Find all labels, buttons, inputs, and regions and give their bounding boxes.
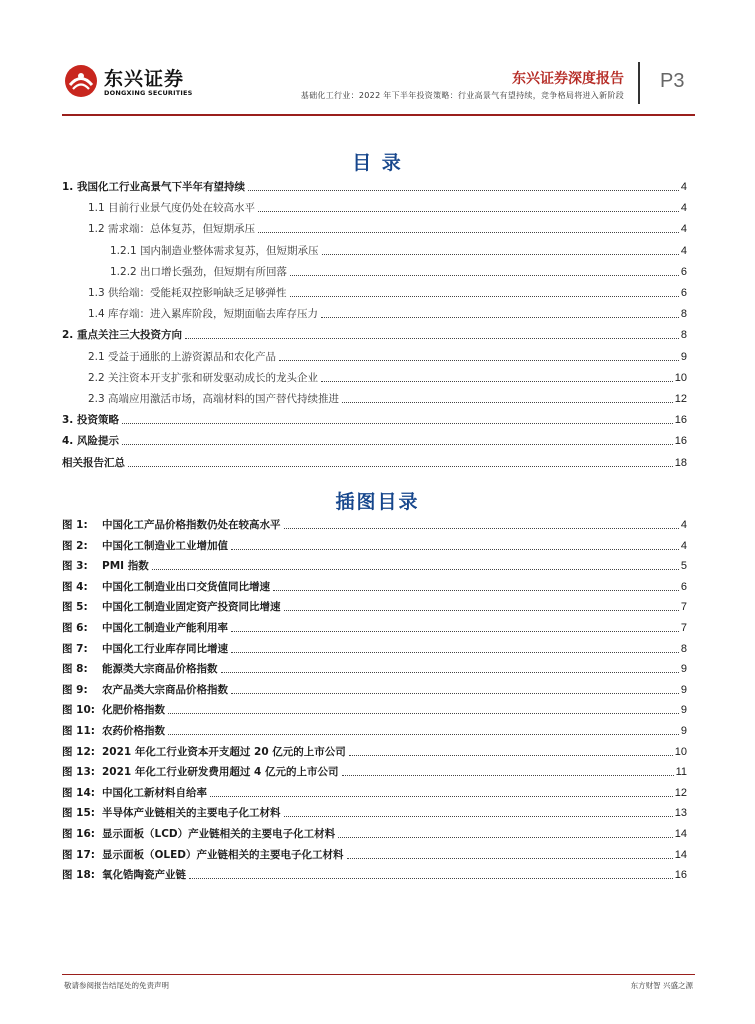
toc-entry-page: 8 <box>680 308 687 321</box>
figure-leader-dots <box>338 836 673 838</box>
toc-leader-dots <box>122 443 673 445</box>
toc-entry-page: 16 <box>674 414 687 427</box>
toc-entry-page: 4 <box>680 244 687 257</box>
toc-entry[interactable] <box>62 178 687 194</box>
figure-entry-text: 农药价格指数 <box>102 725 165 737</box>
figure-leader-dots <box>231 692 679 694</box>
figure-entry-label: 图 5: <box>62 601 88 614</box>
figure-entry-text: 中国化工行业库存同比增速 <box>102 642 228 655</box>
toc-entry-page: 12 <box>674 393 687 405</box>
figure-entry-page: 7 <box>680 601 687 614</box>
figure-entry-page: 8 <box>680 642 687 655</box>
toc-entry[interactable] <box>62 199 687 215</box>
figure-entry-page: 6 <box>680 580 687 593</box>
figure-leader-dots <box>342 774 674 776</box>
toc-entry[interactable] <box>62 454 687 470</box>
toc-entry[interactable] <box>62 348 687 364</box>
figure-entry-label: 图 8: <box>62 663 88 676</box>
figure-entry[interactable] <box>62 557 687 573</box>
figure-entry-text: 显示面板（LCD）产业链相关的主要电子化工材料 <box>102 828 336 840</box>
figure-leader-dots <box>284 527 679 529</box>
figure-entry-page: 12 <box>674 786 687 799</box>
toc-leader-dots <box>321 316 679 318</box>
toc-entry-text: 2.3 高端应用激活市场，高端材料的国产替代持续推进 <box>88 393 340 405</box>
figure-leader-dots <box>284 609 679 611</box>
figure-leader-dots <box>168 712 679 714</box>
figure-entry-page: 4 <box>680 539 687 552</box>
figure-entry-text: 中国化工新材料自给率 <box>102 786 207 799</box>
toc-entry-page: 10 <box>674 371 687 384</box>
figure-entry[interactable] <box>62 516 687 532</box>
figure-entry[interactable] <box>62 681 687 697</box>
figure-entry-text: 氧化锆陶瓷产业链 <box>102 869 186 882</box>
toc-entry[interactable] <box>62 411 687 427</box>
figure-entry-text: 中国化工制造业出口交货值同比增速 <box>102 580 270 593</box>
header-separator <box>638 62 640 104</box>
figure-entry-label: 图 7: <box>62 642 88 655</box>
toc-entry[interactable] <box>62 242 687 258</box>
figure-entry-page: 9 <box>680 704 687 717</box>
page-header <box>0 0 755 120</box>
figure-entry[interactable] <box>62 640 687 656</box>
toc-entry[interactable] <box>62 326 687 342</box>
toc-entry-text: 1.1 目前行业景气度仍处在较高水平 <box>88 202 256 215</box>
figure-entry[interactable] <box>62 598 687 614</box>
toc-entry[interactable] <box>62 284 687 300</box>
figure-entry-text: 显示面板（OLED）产业链相关的主要电子化工材料 <box>102 848 344 861</box>
figure-entry-text: PMI 指数 <box>102 560 149 573</box>
toc-leader-dots <box>122 422 673 424</box>
figure-entry[interactable] <box>62 578 687 594</box>
figure-entry-label: 图 16: <box>62 828 95 840</box>
toc-entry-page: 18 <box>674 456 687 469</box>
toc-entry-text: 2.1 受益于通胀的上游资源品和农化产品 <box>88 350 277 363</box>
figure-entry-page: 14 <box>674 828 687 840</box>
logo-chinese-name: 东兴证券 <box>104 68 185 90</box>
figure-entry[interactable] <box>62 846 687 862</box>
dongxing-logo-icon <box>64 64 98 98</box>
toc-entry-text: 2. 重点关注三大投资方向 <box>62 329 182 342</box>
figure-leader-dots <box>284 815 673 817</box>
toc-entry[interactable] <box>62 390 687 406</box>
toc-entry-page: 6 <box>680 265 687 278</box>
toc-title: 目 录 <box>352 152 403 174</box>
figure-entry[interactable] <box>62 701 687 717</box>
footer-disclaimer: 敬请参阅报告结尾处的免责声明 <box>64 981 169 990</box>
toc-entry-text: 2.2 关注资本开支扩张和研发驱动成长的龙头企业 <box>88 371 319 384</box>
figure-entry[interactable] <box>62 619 687 635</box>
figure-entry-text: 中国化工制造业工业增加值 <box>102 539 228 552</box>
figure-entry-page: 11 <box>675 766 687 779</box>
figure-leader-dots <box>168 733 679 735</box>
toc-entry-text: 1.4 库存端：进入累库阶段，短期面临去库存压力 <box>88 308 319 321</box>
figure-leader-dots <box>152 568 679 570</box>
figure-entry-text: 半导体产业链相关的主要电子化工材料 <box>102 807 281 820</box>
toc-entry-text: 1.2 需求端：总体复苏，但短期承压 <box>88 223 256 236</box>
figure-leader-dots <box>273 589 679 591</box>
toc-leader-dots <box>322 253 679 255</box>
figure-entry[interactable] <box>62 743 687 759</box>
toc-leader-dots <box>321 380 673 382</box>
toc-entry-text: 相关报告汇总 <box>62 456 125 469</box>
toc-leader-dots <box>279 359 679 361</box>
toc-entry-page: 6 <box>680 287 687 299</box>
figure-leader-dots <box>347 857 673 859</box>
toc-leader-dots <box>258 210 679 212</box>
company-logo <box>64 62 234 102</box>
toc-leader-dots <box>258 231 679 233</box>
figure-entry-text: 化肥价格指数 <box>102 704 165 717</box>
figure-entry[interactable] <box>62 804 687 820</box>
toc-entry[interactable] <box>62 263 687 279</box>
toc-entry[interactable] <box>62 432 687 448</box>
figure-entry-page: 14 <box>674 848 687 861</box>
figure-list-title: 插图目录 <box>335 491 420 513</box>
toc-entry-page: 4 <box>680 181 687 193</box>
toc-entry-text: 4. 风险提示 <box>62 435 119 448</box>
figure-entry-label: 图 11: <box>62 725 95 737</box>
figure-leader-dots <box>210 795 673 797</box>
figure-entry-page: 16 <box>674 869 687 882</box>
figure-entry-label: 图 14: <box>62 786 95 799</box>
figure-entry[interactable] <box>62 866 687 882</box>
toc-leader-dots <box>290 295 679 297</box>
figure-leader-dots <box>221 671 679 673</box>
toc-entry-page: 8 <box>680 329 687 342</box>
toc-entry-page: 4 <box>680 202 687 215</box>
figure-entry-label: 图 13: <box>62 766 95 779</box>
figure-entry-page: 9 <box>680 663 687 676</box>
figure-entry-page: 9 <box>680 725 687 737</box>
toc-entry-page: 16 <box>674 435 687 448</box>
figure-entry-text: 中国化工产品价格指数仍处在较高水平 <box>102 519 281 531</box>
toc-entry-text: 1. 我国化工行业高景气下半年有望持续 <box>62 181 245 193</box>
footer-rule <box>62 974 695 975</box>
toc-entry-text: 1.3 供给端：受能耗双控影响缺乏足够弹性 <box>88 287 287 299</box>
figure-entry-label: 图 15: <box>62 807 95 820</box>
figure-entry-text: 中国化工制造业产能利用率 <box>102 622 228 634</box>
figure-entry-page: 4 <box>680 519 687 531</box>
figure-entry[interactable] <box>62 722 687 738</box>
figure-entry-label: 图 9: <box>62 683 88 696</box>
figure-entry-page: 10 <box>674 745 687 758</box>
toc-entry[interactable] <box>62 220 687 236</box>
figure-entry-text: 能源类大宗商品价格指数 <box>102 663 218 676</box>
page-number: P3 <box>660 70 685 92</box>
toc-leader-dots <box>342 401 673 403</box>
figure-leader-dots <box>231 630 679 632</box>
figure-entry-page: 5 <box>680 560 687 573</box>
toc-leader-dots <box>290 274 679 276</box>
toc-entry-text: 1.2.1 国内制造业整体需求复苏，但短期承压 <box>110 244 319 257</box>
figure-entry-label: 图 12: <box>62 745 95 758</box>
figure-entry-text: 2021 年化工行业资本开支超过 20 亿元的上市公司 <box>102 745 346 758</box>
footer-slogan: 东方财智 兴盛之源 <box>630 981 693 990</box>
report-subtitle: 基础化工行业：2022 年下半年投资策略：行业高景气有望持续，竞争格局将进入新阶段 <box>300 91 624 100</box>
figure-entry-page: 7 <box>680 622 687 634</box>
header-rule <box>62 114 695 116</box>
figure-entry[interactable] <box>62 784 687 800</box>
figure-entry[interactable] <box>62 660 687 676</box>
figure-entry-text: 农产品类大宗商品价格指数 <box>102 683 228 696</box>
figure-leader-dots <box>349 754 673 756</box>
figure-leader-dots <box>231 651 679 653</box>
figure-entry-label: 图 2: <box>62 539 88 552</box>
figure-entry[interactable] <box>62 763 687 779</box>
figure-entry-text: 中国化工制造业固定资产投资同比增速 <box>102 601 281 614</box>
figure-leader-dots <box>231 548 679 550</box>
figure-entry-label: 图 17: <box>62 848 95 861</box>
logo-english-name: DONGXING SECURITIES <box>104 89 193 97</box>
figure-leader-dots <box>189 877 673 879</box>
toc-entry[interactable] <box>62 369 687 385</box>
toc-entry-text: 3. 投资策略 <box>62 414 119 427</box>
toc-leader-dots <box>185 337 679 339</box>
figure-entry-text: 2021 年化工行业研发费用超过 4 亿元的上市公司 <box>102 766 339 779</box>
report-brand-title: 东兴证券深度报告 <box>512 71 624 87</box>
toc-entry-page: 9 <box>680 350 687 363</box>
toc-leader-dots <box>248 189 679 191</box>
figure-entry-label: 图 4: <box>62 580 88 593</box>
figure-entry[interactable] <box>62 537 687 553</box>
figure-entry-label: 图 3: <box>62 560 88 573</box>
figure-entry-label: 图 10: <box>62 704 95 717</box>
toc-leader-dots <box>128 465 673 467</box>
toc-entry-text: 1.2.2 出口增长强劲，但短期有所回落 <box>110 265 288 278</box>
figure-entry-label: 图 1: <box>62 519 88 531</box>
figure-entry[interactable] <box>62 825 687 841</box>
toc-entry-page: 4 <box>680 223 687 236</box>
figure-entry-page: 9 <box>680 683 687 696</box>
figure-entry-label: 图 6: <box>62 622 88 634</box>
figure-entry-label: 图 18: <box>62 869 95 882</box>
toc-entry[interactable] <box>62 305 687 321</box>
figure-entry-page: 13 <box>674 807 687 820</box>
